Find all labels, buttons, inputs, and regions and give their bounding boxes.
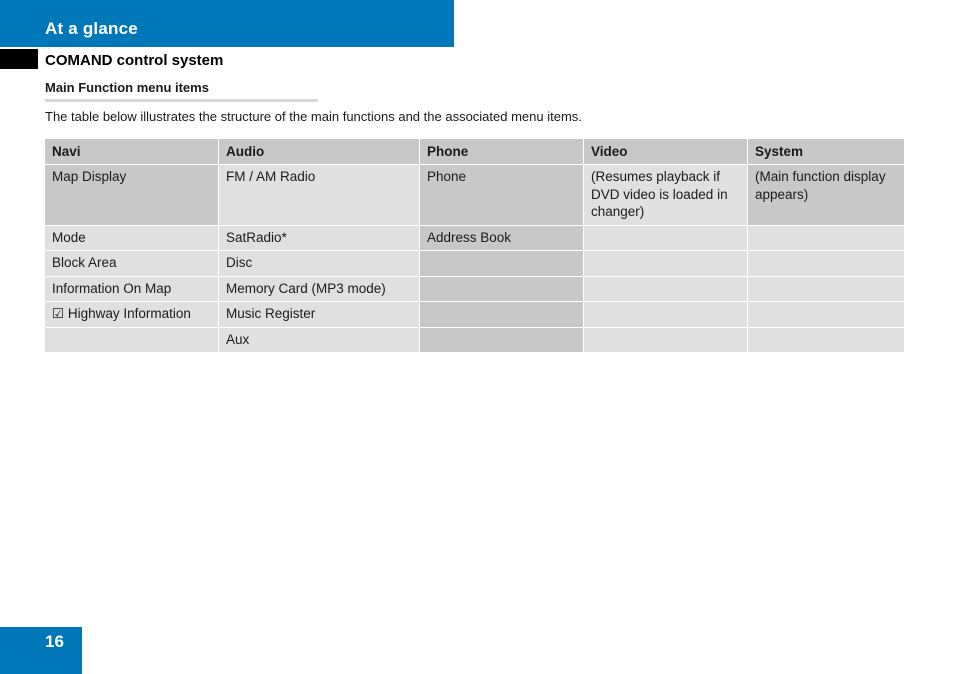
table-row [45,277,904,302]
table-row [45,226,904,251]
table-cell: Block Area [45,251,218,276]
table-cell [420,277,583,302]
chapter-title: At a glance [45,19,138,38]
table-cell: Map Display [45,165,218,225]
table-cell [584,277,747,302]
table-cell: Phone [420,165,583,225]
header-video: Video [584,139,747,164]
table-row [45,165,904,225]
main-function-table [44,138,905,353]
table-header-row [45,139,904,164]
table-cell: Music Register [219,302,419,327]
table-cell: SatRadio* [219,226,419,251]
subsection-rule [45,99,318,102]
table-cell [45,328,218,353]
table-cell: FM / AM Radio [219,165,419,225]
section-marker [0,49,38,69]
table-cell [748,251,904,276]
page-number: 16 [45,632,64,651]
table-cell [584,302,747,327]
table-cell [584,328,747,353]
header-system: System [748,139,904,164]
table-cell [748,226,904,251]
table-cell [420,328,583,353]
table-cell: Information On Map [45,277,218,302]
table-cell [748,302,904,327]
subsection-title: Main Function menu items [45,80,209,95]
table-cell: ☑ Highway Information [45,302,218,327]
table-cell [748,277,904,302]
intro-text: The table below illustrates the structure of the main functions and the associated menu items. [45,109,582,124]
table-cell [748,328,904,353]
header-audio: Audio [219,139,419,164]
table-cell: (Main function display appears) [748,165,904,225]
page-number-box [0,627,82,674]
table-cell: (Resumes playback if DVD video is loaded in changer) [584,165,747,225]
section-title: COMAND control system [45,52,224,69]
table-row [45,328,904,353]
table-cell [584,251,747,276]
table-cell: Disc [219,251,419,276]
table-cell: Mode [45,226,218,251]
table-cell: Memory Card (MP3 mode) [219,277,419,302]
table-cell [420,251,583,276]
table-cell [584,226,747,251]
table-row [45,302,904,327]
header-phone: Phone [420,139,583,164]
table-cell: Address Book [420,226,583,251]
table-cell [420,302,583,327]
header-navi: Navi [45,139,218,164]
table-row [45,251,904,276]
table-cell: Aux [219,328,419,353]
